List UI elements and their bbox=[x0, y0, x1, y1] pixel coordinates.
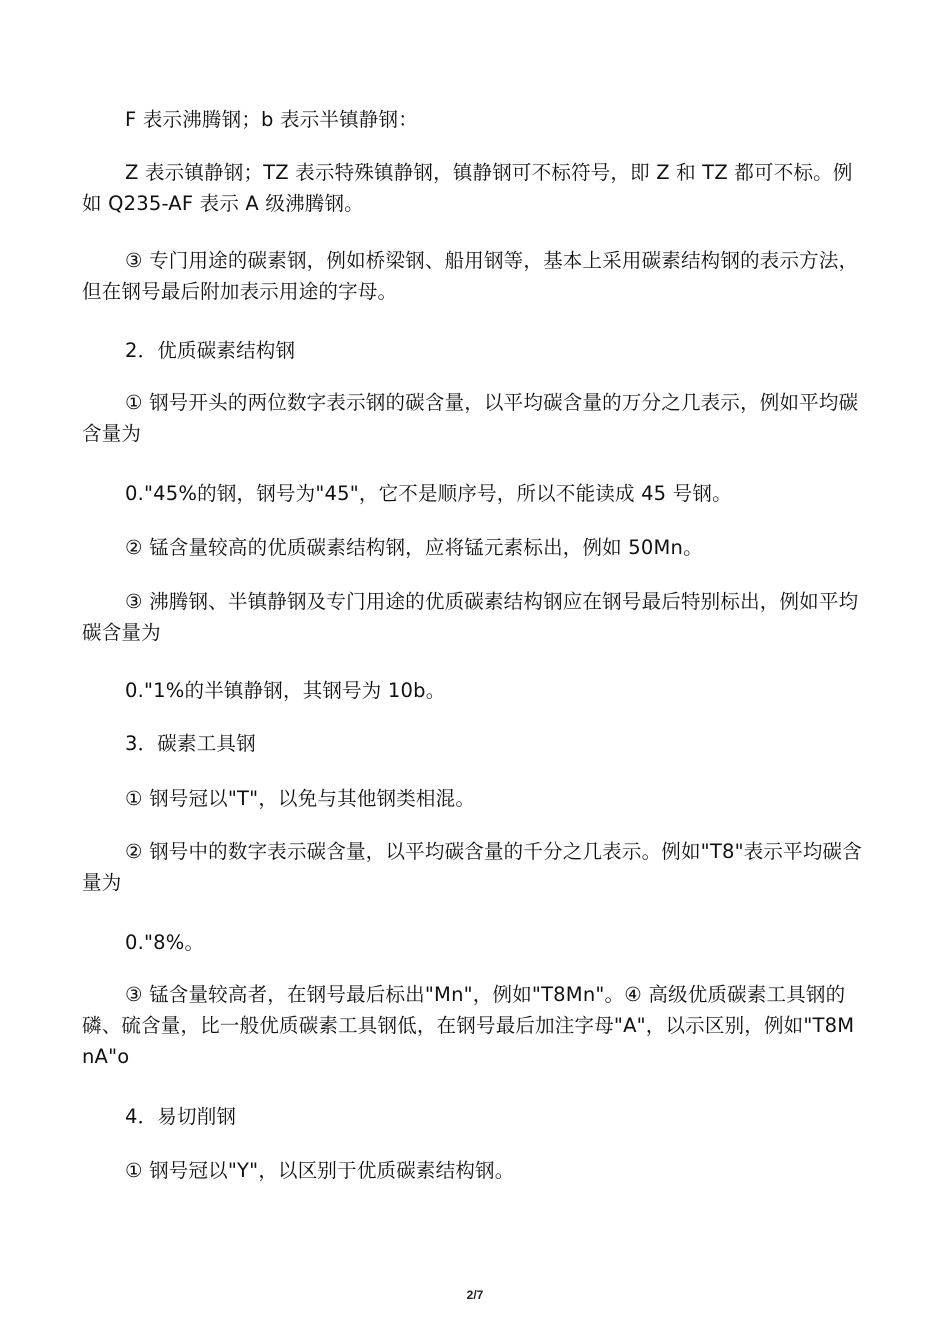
paragraph-11: ① 钢号冠以"T"，以免与其他钢类相混。 bbox=[125, 787, 476, 810]
paragraph-6: 0."45%的钢，钢号为"45"，它不是顺序号，所以不能读成 45 号钢。 bbox=[125, 482, 732, 505]
paragraph-5: ① 钢号开头的两位数字表示钢的碳含量，以平均碳含量的万分之几表示，例如平均碳含量为 bbox=[82, 391, 859, 445]
section-heading-3: 3．碳素工具钢 bbox=[125, 732, 256, 755]
paragraph-13: 0."8%。 bbox=[125, 931, 205, 954]
paragraph-9: 0."1%的半镇静钢，其钢号为 10b。 bbox=[125, 679, 446, 702]
section-heading-2: 2．优质碳素结构钢 bbox=[125, 339, 296, 362]
section-heading-4: 4．易切削钢 bbox=[125, 1105, 237, 1128]
paragraph-14: ③ 锰含量较高者，在钢号最后标出"Mn"，例如"T8Mn"。④ 高级优质碳素工具钢的磷、硫含量，比一般优质碳素工具钢低，在钢号最后加注字母"A"，以示区别，例如"T8MnA"o bbox=[82, 983, 855, 1068]
paragraph-7: ② 锰含量较高的优质碳素结构钢，应将锰元素标出，例如 50Mn。 bbox=[125, 536, 703, 559]
page-number: 2/7 bbox=[466, 1288, 484, 1302]
paragraph-16: ① 钢号冠以"Y"，以区别于优质碳素结构钢。 bbox=[125, 1159, 515, 1182]
paragraph-2: Z 表示镇静钢；TZ 表示特殊镇静钢，镇静钢可不标符号，即 Z 和 TZ 都可不标。例如 Q235-AF 表示 A 级沸腾钢。 bbox=[82, 161, 853, 215]
paragraph-3: ③ 专门用途的碳素钢，例如桥梁钢、船用钢等，基本上采用碳素结构钢的表示方法，但在钢号最后附加表示用途的字母。 bbox=[82, 249, 859, 303]
paragraph-1: F 表示沸腾钢；b 表示半镇静钢： bbox=[125, 108, 418, 131]
paragraph-12: ② 钢号中的数字表示碳含量，以平均碳含量的千分之几表示。例如"T8"表示平均碳含量为 bbox=[82, 840, 862, 894]
paragraph-8: ③ 沸腾钢、半镇静钢及专门用途的优质碳素结构钢应在钢号最后特别标出，例如平均碳含量为 bbox=[82, 590, 859, 644]
